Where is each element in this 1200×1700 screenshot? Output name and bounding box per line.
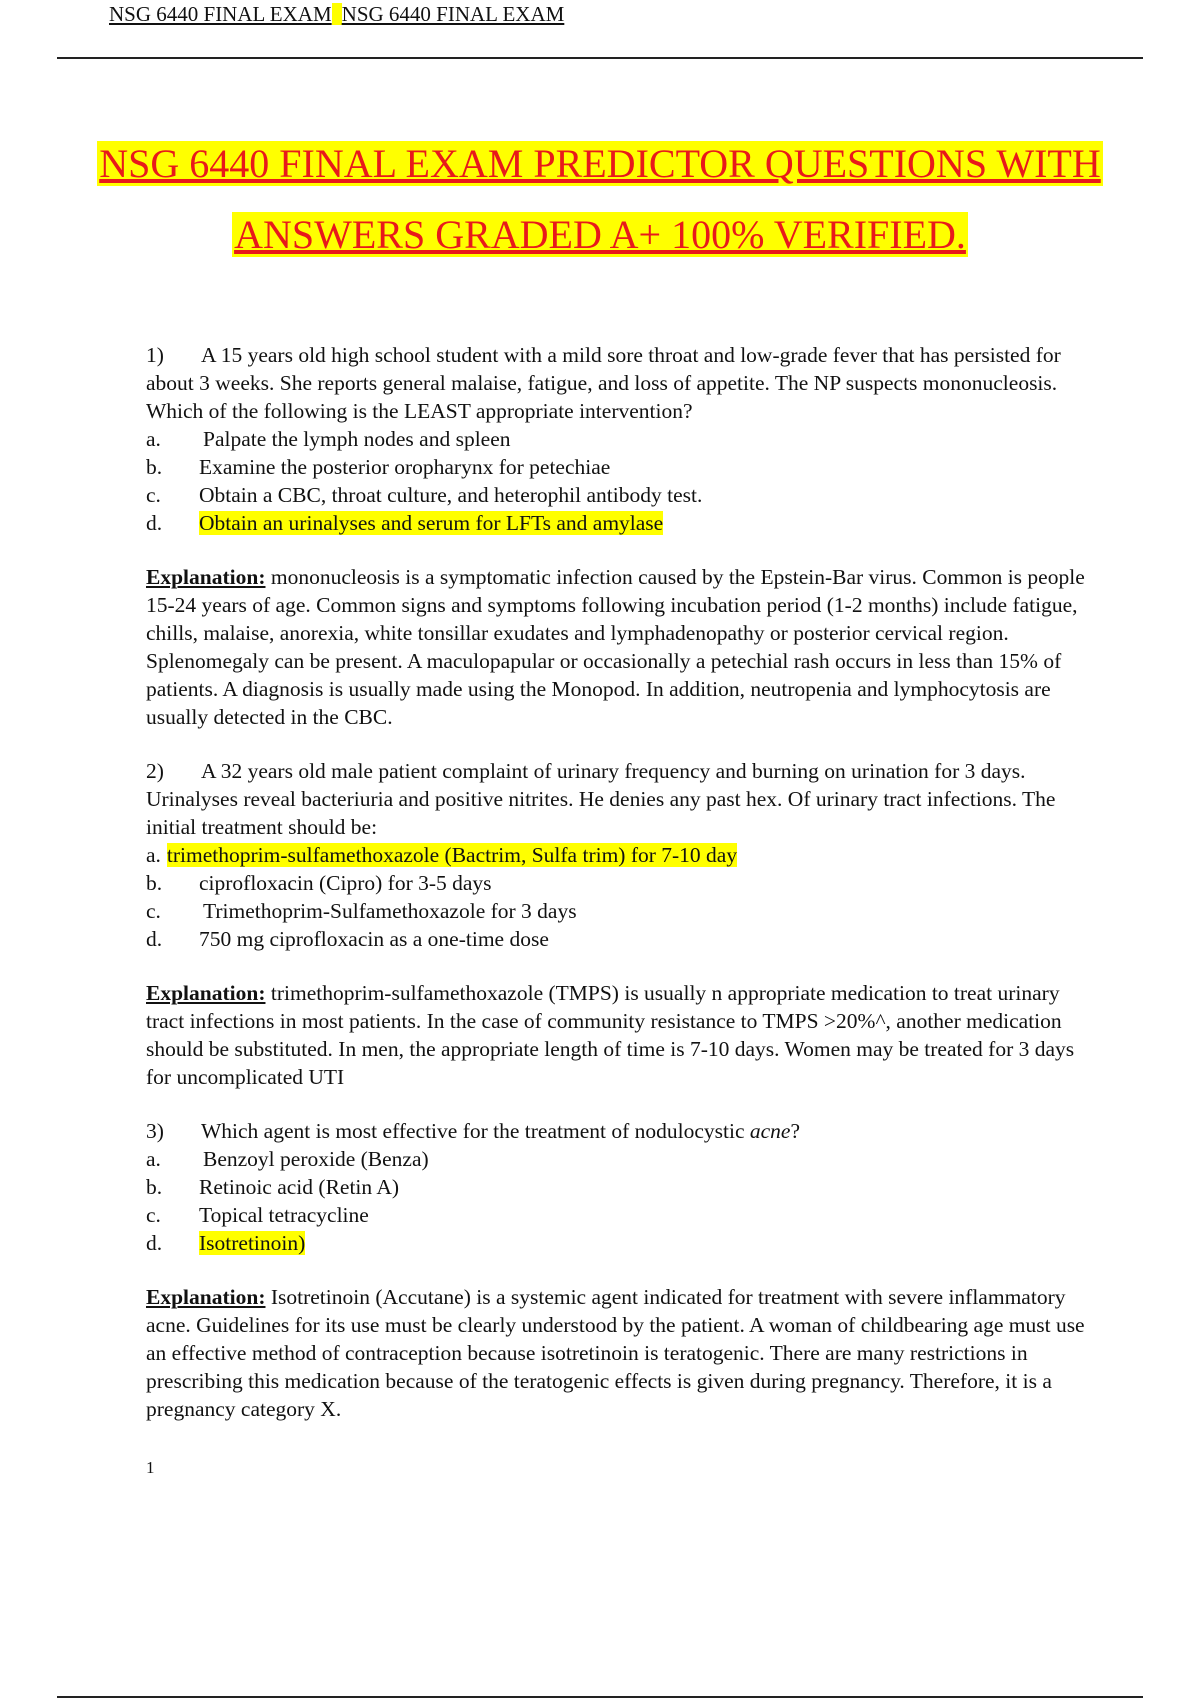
option-letter: c. (146, 1203, 161, 1227)
question-text (146, 341, 1091, 425)
explanation-label: Explanation: (146, 1285, 266, 1309)
question-stem-italic: acne (749, 1119, 791, 1143)
option-d-answer (146, 1229, 1091, 1257)
question-text (146, 757, 1091, 841)
option-letter: a. (146, 427, 161, 451)
explanation-label: Explanation: (146, 981, 266, 1005)
question-3 (146, 1117, 1091, 1423)
question-stem-end: ? (790, 1119, 801, 1143)
question-number: 2) (146, 759, 164, 783)
explanation-text: mononucleosis is a symptomatic infection caused by the Epstein-Bar virus. Common is people 15-24 years of age. Common signs and symptoms following incubation period (1-2 months) include fatigue, chills, malaise, anorexia, white tonsillar exudates and lymphadenopathy or posterior cervical region. Splenomegaly can be present. A maculopapular or occasionally a petechial rash occurs in less than 15% of patients. A diagnosis is usually made using the Monopod. In addition, neutropenia and lymphocytosis are usually detected in the CBC. (146, 565, 1085, 729)
page-number: 1 (146, 1458, 155, 1477)
option-d-answer (146, 509, 1091, 537)
header-left: NSG 6440 FINAL EXAM (109, 2, 332, 26)
option-b (146, 453, 1091, 481)
option-text: Retinoic acid (Retin A) (199, 1175, 400, 1199)
option-c (146, 1201, 1091, 1229)
highlighted-answer: Isotretinoin) (199, 1231, 306, 1255)
question-text (146, 1117, 1091, 1145)
footer-rule (57, 1696, 1143, 1698)
question-number: 3) (146, 1119, 164, 1143)
running-header (109, 2, 564, 27)
highlighted-answer: Obtain an urinalyses and serum for LFTs and amylase (199, 511, 664, 535)
option-letter: c. (146, 899, 161, 923)
option-letter: a. (146, 1147, 161, 1171)
option-text: Trimethoprim-Sulfamethoxazole for 3 days (203, 899, 577, 923)
option-text: Obtain a CBC, throat culture, and heterophil antibody test. (199, 483, 703, 507)
title-line-2: ANSWERS GRADED A+ 100% VERIFIED. (234, 212, 966, 257)
option-letter: b. (146, 455, 163, 479)
highlighted-answer: trimethoprim-sulfamethoxazole (Bactrim, Sulfa trim) for 7-10 day (166, 843, 738, 867)
question-2 (146, 757, 1091, 1091)
option-d (146, 925, 1091, 953)
option-text: 750 mg ciprofloxacin as a one-time dose (199, 927, 549, 951)
question-stem: A 15 years old high school student with a mild sore throat and low-grade fever that has persisted for about 3 weeks. She reports general malaise, fatigue, and loss of appetite. The NP suspects mononucleosis. Which of the following is the LEAST appropriate intervention? (146, 343, 1061, 423)
title-line-1: NSG 6440 FINAL EXAM PREDICTOR QUESTIONS WITH (99, 141, 1101, 186)
option-text: Palpate the lymph nodes and spleen (203, 427, 511, 451)
option-a-answer (146, 841, 1091, 869)
document-title (0, 128, 1200, 270)
header-right: NSG 6440 FINAL EXAM (341, 2, 565, 26)
option-letter: d. (146, 511, 163, 535)
option-c (146, 481, 1091, 509)
option-a (146, 425, 1091, 453)
explanation-label: Explanation: (146, 565, 266, 589)
question-1 (146, 341, 1091, 731)
option-letter: a. (146, 843, 161, 867)
option-letter: c. (146, 483, 161, 507)
option-letter: d. (146, 1231, 163, 1255)
header-highlight-gap (332, 3, 342, 25)
option-text: Benzoyl peroxide (Benza) (203, 1147, 429, 1171)
option-letter: b. (146, 871, 163, 895)
explanation (146, 979, 1091, 1091)
option-b (146, 1173, 1091, 1201)
explanation (146, 563, 1091, 731)
explanation-text: Isotretinoin (Accutane) is a systemic agent indicated for treatment with severe inflammatory acne. Guidelines for its use must be clearly understood by the patient. A woman of childbearing age must use an effective method of contraception because isotretinoin is teratogenic. There are many restrictions in prescribing this medication because of the teratogenic effects is given during pregnancy. Therefore, it is a pregnancy category X. (146, 1285, 1085, 1421)
document-body (146, 341, 1091, 1449)
option-letter: b. (146, 1175, 163, 1199)
option-text: Examine the posterior oropharynx for petechiae (199, 455, 611, 479)
explanation (146, 1283, 1091, 1423)
option-text: ciprofloxacin (Cipro) for 3-5 days (199, 871, 492, 895)
question-stem: Which agent is most effective for the treatment of nodulocystic (201, 1119, 750, 1143)
question-stem: A 32 years old male patient complaint of urinary frequency and burning on urination for 3 days. Urinalyses reveal bacteriuria and positive nitrites. He denies any past hex. Of urinary tract infections. The initial treatment should be: (146, 759, 1056, 839)
header-rule (57, 57, 1143, 59)
explanation-text: trimethoprim-sulfamethoxazole (TMPS) is usually n appropriate medication to treat urinary tract infections in most patients. In the case of community resistance to TMPS >20%^, another medication should be substituted. In men, the appropriate length of time is 7-10 days. Women may be treated for 3 days for uncomplicated UTI (146, 981, 1075, 1089)
option-a (146, 1145, 1091, 1173)
question-number: 1) (146, 343, 164, 367)
option-text: Topical tetracycline (199, 1203, 369, 1227)
option-c (146, 897, 1091, 925)
option-b (146, 869, 1091, 897)
option-letter: d. (146, 927, 163, 951)
